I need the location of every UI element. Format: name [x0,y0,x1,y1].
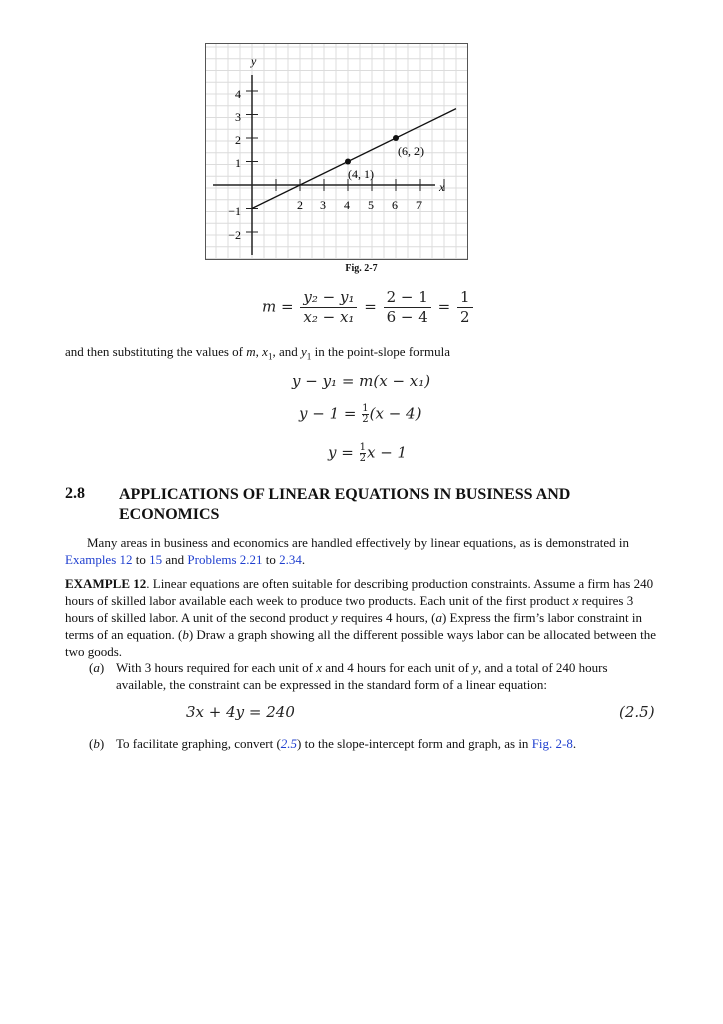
subscript: 1 [306,351,312,362]
var-y: y [472,660,478,675]
point-slope-formula: y − y₁ = m(x − x₁) [292,372,431,390]
series [252,109,456,209]
half-fraction [362,404,368,425]
y-tick-label: −2 [228,228,241,242]
part-a-marker: a [435,610,442,625]
text-run: and then substituting the values of [65,344,247,359]
var-y: y [331,610,338,625]
equation-left: y − 1 = [299,404,362,423]
marker-letter: b [93,736,100,751]
marker-letter: a [93,660,100,675]
line-series [252,109,456,209]
text-run: With 3 hours required for each unit of [116,660,317,675]
var-x: x [316,660,322,675]
paren: ( [89,736,94,751]
text-run: , and [272,344,302,359]
slope-var-m: m [262,297,277,316]
fraction-numerator: y₂ − y₁ [300,288,357,308]
figure-2-7 [205,43,468,260]
link-problems-2-21[interactable]: Problems 2.21 [187,552,263,567]
text-run: . [572,736,577,751]
example-12-paragraph [65,575,659,660]
text-run: ) Express the firm’s labor constraint in terms of an equation. ( [65,610,642,642]
link-examples-12[interactable]: Examples 12 [65,552,133,567]
var-x: x [262,344,268,359]
fraction-denominator: 2 [359,453,366,464]
y-tick-label: 1 [235,156,241,170]
equals-sign: = [281,297,294,316]
item-b-marker [89,735,104,752]
example-label: EXAMPLE 12 [65,576,147,591]
text-run: , and a total of 240 hours available, the constraint can be expressed in the standard form of a linear equation: [116,660,608,692]
link-problem-2-34[interactable]: 2.34 [279,552,302,567]
text-run: and [162,552,188,567]
fraction-numerator: 2 − 1 [384,288,431,308]
y-axis-label: y [251,54,257,68]
x-axis-label: x [439,180,445,194]
slope-intercept-result [328,443,407,464]
fraction-denominator: x₂ − x₁ [303,308,355,326]
section-title: APPLICATIONS OF LINEAR EQUATIONS IN BUSINESS AND ECONOMICS [119,486,571,523]
paren: ( [89,660,94,675]
text-run: to [262,552,280,567]
text-run: in the point-slope formula [311,344,450,359]
data-point [345,159,351,165]
fraction-numerator: 1 [359,442,366,453]
paren: ) [99,660,105,675]
item-a-text [116,659,646,693]
subscript: 1 [267,351,273,362]
fraction-denominator: 6 − 4 [386,308,428,326]
x-tick-label: 4 [344,198,350,212]
text-run: requires 3 hours of skilled labor. A unit of the second product [65,593,634,625]
equation-right: x − 1 [366,443,408,462]
y-tick-label: 2 [235,133,241,147]
var-m: m [246,344,256,359]
substitution-sentence [65,343,665,366]
intro-paragraph [65,534,659,568]
point-label-4-1: (4, 1) [348,167,374,181]
link-fig-2-8[interactable]: Fig. 2-8 [531,736,573,751]
x-tick-label: 3 [320,198,326,212]
figure-caption: Fig. 2-7 [345,263,378,274]
text-run: , [255,344,263,359]
part-b-marker: b [182,627,189,642]
text-run: . Linear equations are often suitable for describing production constraints. Assume a firm has 240 hours of skilled labor available each week to produce two products. Each unit of the first product [65,576,654,608]
text-run: Many areas in business and economics are handled effectively by linear equations, as is demonstrated in [87,535,629,550]
fraction-numerator: 1 [362,403,369,414]
equation-number: (2.5) [619,703,655,721]
text-run: and 4 hours for each unit of [321,660,473,675]
text-run: requires 4 hours, ( [337,610,436,625]
item-a-marker [89,659,104,676]
text-run: ) to the slope-intercept form and graph, as in [297,736,532,751]
fraction-numerator: 1 [457,288,473,308]
graph-svg [205,43,468,260]
fraction-denominator: 2 [459,308,470,326]
slope-formula-fraction [300,288,357,327]
equation-left: y = [328,443,359,462]
link-example-15[interactable]: 15 [149,552,163,567]
x-tick-label: 5 [368,198,374,212]
text-run: to [132,552,150,567]
grid [205,43,468,260]
text-run: . [301,552,306,567]
text-run: ) Draw a graph showing all the different possible ways labor can be allocated between the two goods. [65,627,657,659]
x-tick-label: 6 [392,198,398,212]
text-run: To facilitate graphing, convert ( [116,736,281,751]
constraint-equation: 3x + 4y = 240 [186,703,295,721]
link-equation-2-5[interactable]: 2.5 [280,736,298,751]
y-tick-label: 3 [235,110,241,124]
var-x: x [572,593,579,608]
slope-equation [262,288,475,327]
x-tick-label: 7 [416,198,422,212]
fraction-denominator: 2 [362,414,369,425]
section-number: 2.8 [65,485,85,502]
item-b-text [116,735,656,752]
y-tick-label: 4 [235,87,241,101]
data-point [393,135,399,141]
equals-sign: = [364,297,377,316]
x-tick-label: 2 [297,198,303,212]
slope-values-fraction [384,288,431,327]
equation-right: (x − 4) [369,404,422,423]
substituted-equation [299,404,421,425]
point-label-6-2: (6, 2) [398,144,424,158]
half-fraction [360,443,366,464]
equals-sign: = [437,297,451,316]
slope-result-fraction [457,288,473,327]
y-tick-label: −1 [228,204,241,218]
paren: ) [99,736,105,751]
var-y: y [301,344,307,359]
